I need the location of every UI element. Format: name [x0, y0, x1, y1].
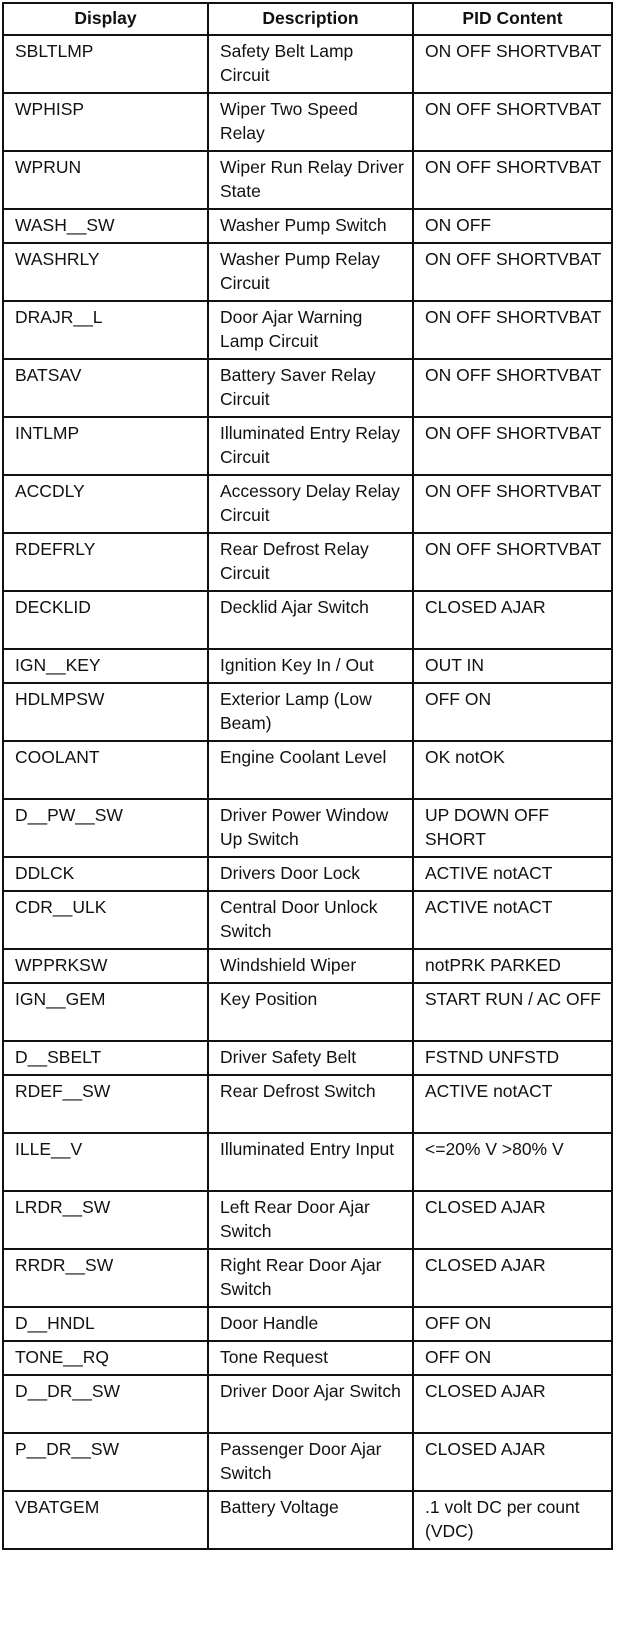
header-description: Description — [208, 3, 413, 35]
cell-display: WASHRLY — [3, 243, 208, 301]
cell-description: Door Ajar Warning Lamp Circuit — [208, 301, 413, 359]
table-row — [3, 35, 612, 93]
table-row — [3, 1075, 612, 1133]
cell-display: DRAJR__L — [3, 301, 208, 359]
header-row — [3, 3, 612, 35]
cell-description: Central Door Unlock Switch — [208, 891, 413, 949]
cell-display: TONE__RQ — [3, 1341, 208, 1375]
cell-description: Battery Saver Relay Circuit — [208, 359, 413, 417]
cell-pid-content: OK notOK — [413, 741, 612, 799]
cell-description: Drivers Door Lock — [208, 857, 413, 891]
header-display: Display — [3, 3, 208, 35]
table-row — [3, 475, 612, 533]
cell-display: BATSAV — [3, 359, 208, 417]
cell-pid-content: ON OFF SHORTVBAT — [413, 359, 612, 417]
table-row — [3, 1041, 612, 1075]
header-pid-content: PID Content — [413, 3, 612, 35]
table-row — [3, 1341, 612, 1375]
cell-pid-content: OUT IN — [413, 649, 612, 683]
cell-pid-content: UP DOWN OFF SHORT — [413, 799, 612, 857]
cell-pid-content: .1 volt DC per count (VDC) — [413, 1491, 612, 1549]
cell-pid-content: ACTIVE notACT — [413, 891, 612, 949]
cell-display: INTLMP — [3, 417, 208, 475]
cell-description: Washer Pump Switch — [208, 209, 413, 243]
table-row — [3, 1491, 612, 1549]
cell-display: DECKLID — [3, 591, 208, 649]
table-row — [3, 301, 612, 359]
cell-display: HDLMPSW — [3, 683, 208, 741]
cell-display: WPPRKSW — [3, 949, 208, 983]
cell-pid-content: CLOSED AJAR — [413, 1375, 612, 1433]
cell-pid-content: ON OFF SHORTVBAT — [413, 301, 612, 359]
table-row — [3, 891, 612, 949]
cell-description: Engine Coolant Level — [208, 741, 413, 799]
cell-pid-content: CLOSED AJAR — [413, 1191, 612, 1249]
cell-pid-content: ON OFF SHORTVBAT — [413, 417, 612, 475]
cell-description: Decklid Ajar Switch — [208, 591, 413, 649]
cell-description: Illuminated Entry Relay Circuit — [208, 417, 413, 475]
table-row — [3, 1433, 612, 1491]
cell-pid-content: FSTND UNFSTD — [413, 1041, 612, 1075]
table-row — [3, 949, 612, 983]
cell-pid-content: OFF ON — [413, 683, 612, 741]
table-row — [3, 151, 612, 209]
cell-display: VBATGEM — [3, 1491, 208, 1549]
table-row — [3, 857, 612, 891]
table-row — [3, 93, 612, 151]
cell-description: Battery Voltage — [208, 1491, 413, 1549]
cell-pid-content: notPRK PARKED — [413, 949, 612, 983]
cell-pid-content: CLOSED AJAR — [413, 1433, 612, 1491]
cell-pid-content: <=20% V >80% V — [413, 1133, 612, 1191]
cell-pid-content: ACTIVE notACT — [413, 1075, 612, 1133]
table-row — [3, 799, 612, 857]
cell-description: Door Handle — [208, 1307, 413, 1341]
table-row — [3, 591, 612, 649]
table-row — [3, 417, 612, 475]
cell-pid-content: ON OFF SHORTVBAT — [413, 475, 612, 533]
cell-pid-content: OFF ON — [413, 1307, 612, 1341]
cell-display: SBLTLMP — [3, 35, 208, 93]
cell-description: Exterior Lamp (Low Beam) — [208, 683, 413, 741]
cell-display: D__SBELT — [3, 1041, 208, 1075]
cell-pid-content: ON OFF SHORTVBAT — [413, 243, 612, 301]
cell-display: LRDR__SW — [3, 1191, 208, 1249]
table-row — [3, 741, 612, 799]
cell-display: RDEFRLY — [3, 533, 208, 591]
cell-description: Illuminated Entry Input — [208, 1133, 413, 1191]
cell-display: P__DR__SW — [3, 1433, 208, 1491]
table-row — [3, 1133, 612, 1191]
cell-display: WPHISP — [3, 93, 208, 151]
table-row — [3, 209, 612, 243]
pid-table — [2, 2, 613, 1550]
cell-description: Wiper Two Speed Relay — [208, 93, 413, 151]
cell-display: DDLCK — [3, 857, 208, 891]
cell-description: Passenger Door Ajar Switch — [208, 1433, 413, 1491]
table-row — [3, 243, 612, 301]
cell-description: Left Rear Door Ajar Switch — [208, 1191, 413, 1249]
cell-description: Driver Power Window Up Switch — [208, 799, 413, 857]
cell-display: IGN__GEM — [3, 983, 208, 1041]
cell-description: Driver Safety Belt — [208, 1041, 413, 1075]
cell-pid-content: ON OFF SHORTVBAT — [413, 35, 612, 93]
table-row — [3, 1375, 612, 1433]
table-row — [3, 533, 612, 591]
table-body — [3, 35, 612, 1549]
cell-description: Right Rear Door Ajar Switch — [208, 1249, 413, 1307]
cell-display: COOLANT — [3, 741, 208, 799]
cell-display: D__PW__SW — [3, 799, 208, 857]
cell-description: Windshield Wiper — [208, 949, 413, 983]
cell-display: RRDR__SW — [3, 1249, 208, 1307]
cell-display: IGN__KEY — [3, 649, 208, 683]
cell-pid-content: OFF ON — [413, 1341, 612, 1375]
cell-description: Wiper Run Relay Driver State — [208, 151, 413, 209]
cell-description: Rear Defrost Relay Circuit — [208, 533, 413, 591]
cell-display: CDR__ULK — [3, 891, 208, 949]
cell-description: Driver Door Ajar Switch — [208, 1375, 413, 1433]
cell-description: Tone Request — [208, 1341, 413, 1375]
table-row — [3, 683, 612, 741]
cell-display: ILLE__V — [3, 1133, 208, 1191]
cell-pid-content: START RUN / AC OFF — [413, 983, 612, 1041]
table-row — [3, 1307, 612, 1341]
cell-display: D__HNDL — [3, 1307, 208, 1341]
cell-description: Accessory Delay Relay Circuit — [208, 475, 413, 533]
cell-pid-content: ON OFF SHORTVBAT — [413, 151, 612, 209]
table-row — [3, 983, 612, 1041]
cell-display: WASH__SW — [3, 209, 208, 243]
cell-display: ACCDLY — [3, 475, 208, 533]
table-row — [3, 1249, 612, 1307]
cell-display: RDEF__SW — [3, 1075, 208, 1133]
cell-description: Ignition Key In / Out — [208, 649, 413, 683]
cell-pid-content: CLOSED AJAR — [413, 1249, 612, 1307]
cell-description: Rear Defrost Switch — [208, 1075, 413, 1133]
cell-display: D__DR__SW — [3, 1375, 208, 1433]
table-row — [3, 1191, 612, 1249]
cell-pid-content: ON OFF SHORTVBAT — [413, 533, 612, 591]
table-row — [3, 359, 612, 417]
cell-pid-content: ON OFF — [413, 209, 612, 243]
cell-pid-content: CLOSED AJAR — [413, 591, 612, 649]
table-row — [3, 649, 612, 683]
cell-display: WPRUN — [3, 151, 208, 209]
cell-pid-content: ON OFF SHORTVBAT — [413, 93, 612, 151]
cell-pid-content: ACTIVE notACT — [413, 857, 612, 891]
cell-description: Safety Belt Lamp Circuit — [208, 35, 413, 93]
cell-description: Washer Pump Relay Circuit — [208, 243, 413, 301]
cell-description: Key Position — [208, 983, 413, 1041]
